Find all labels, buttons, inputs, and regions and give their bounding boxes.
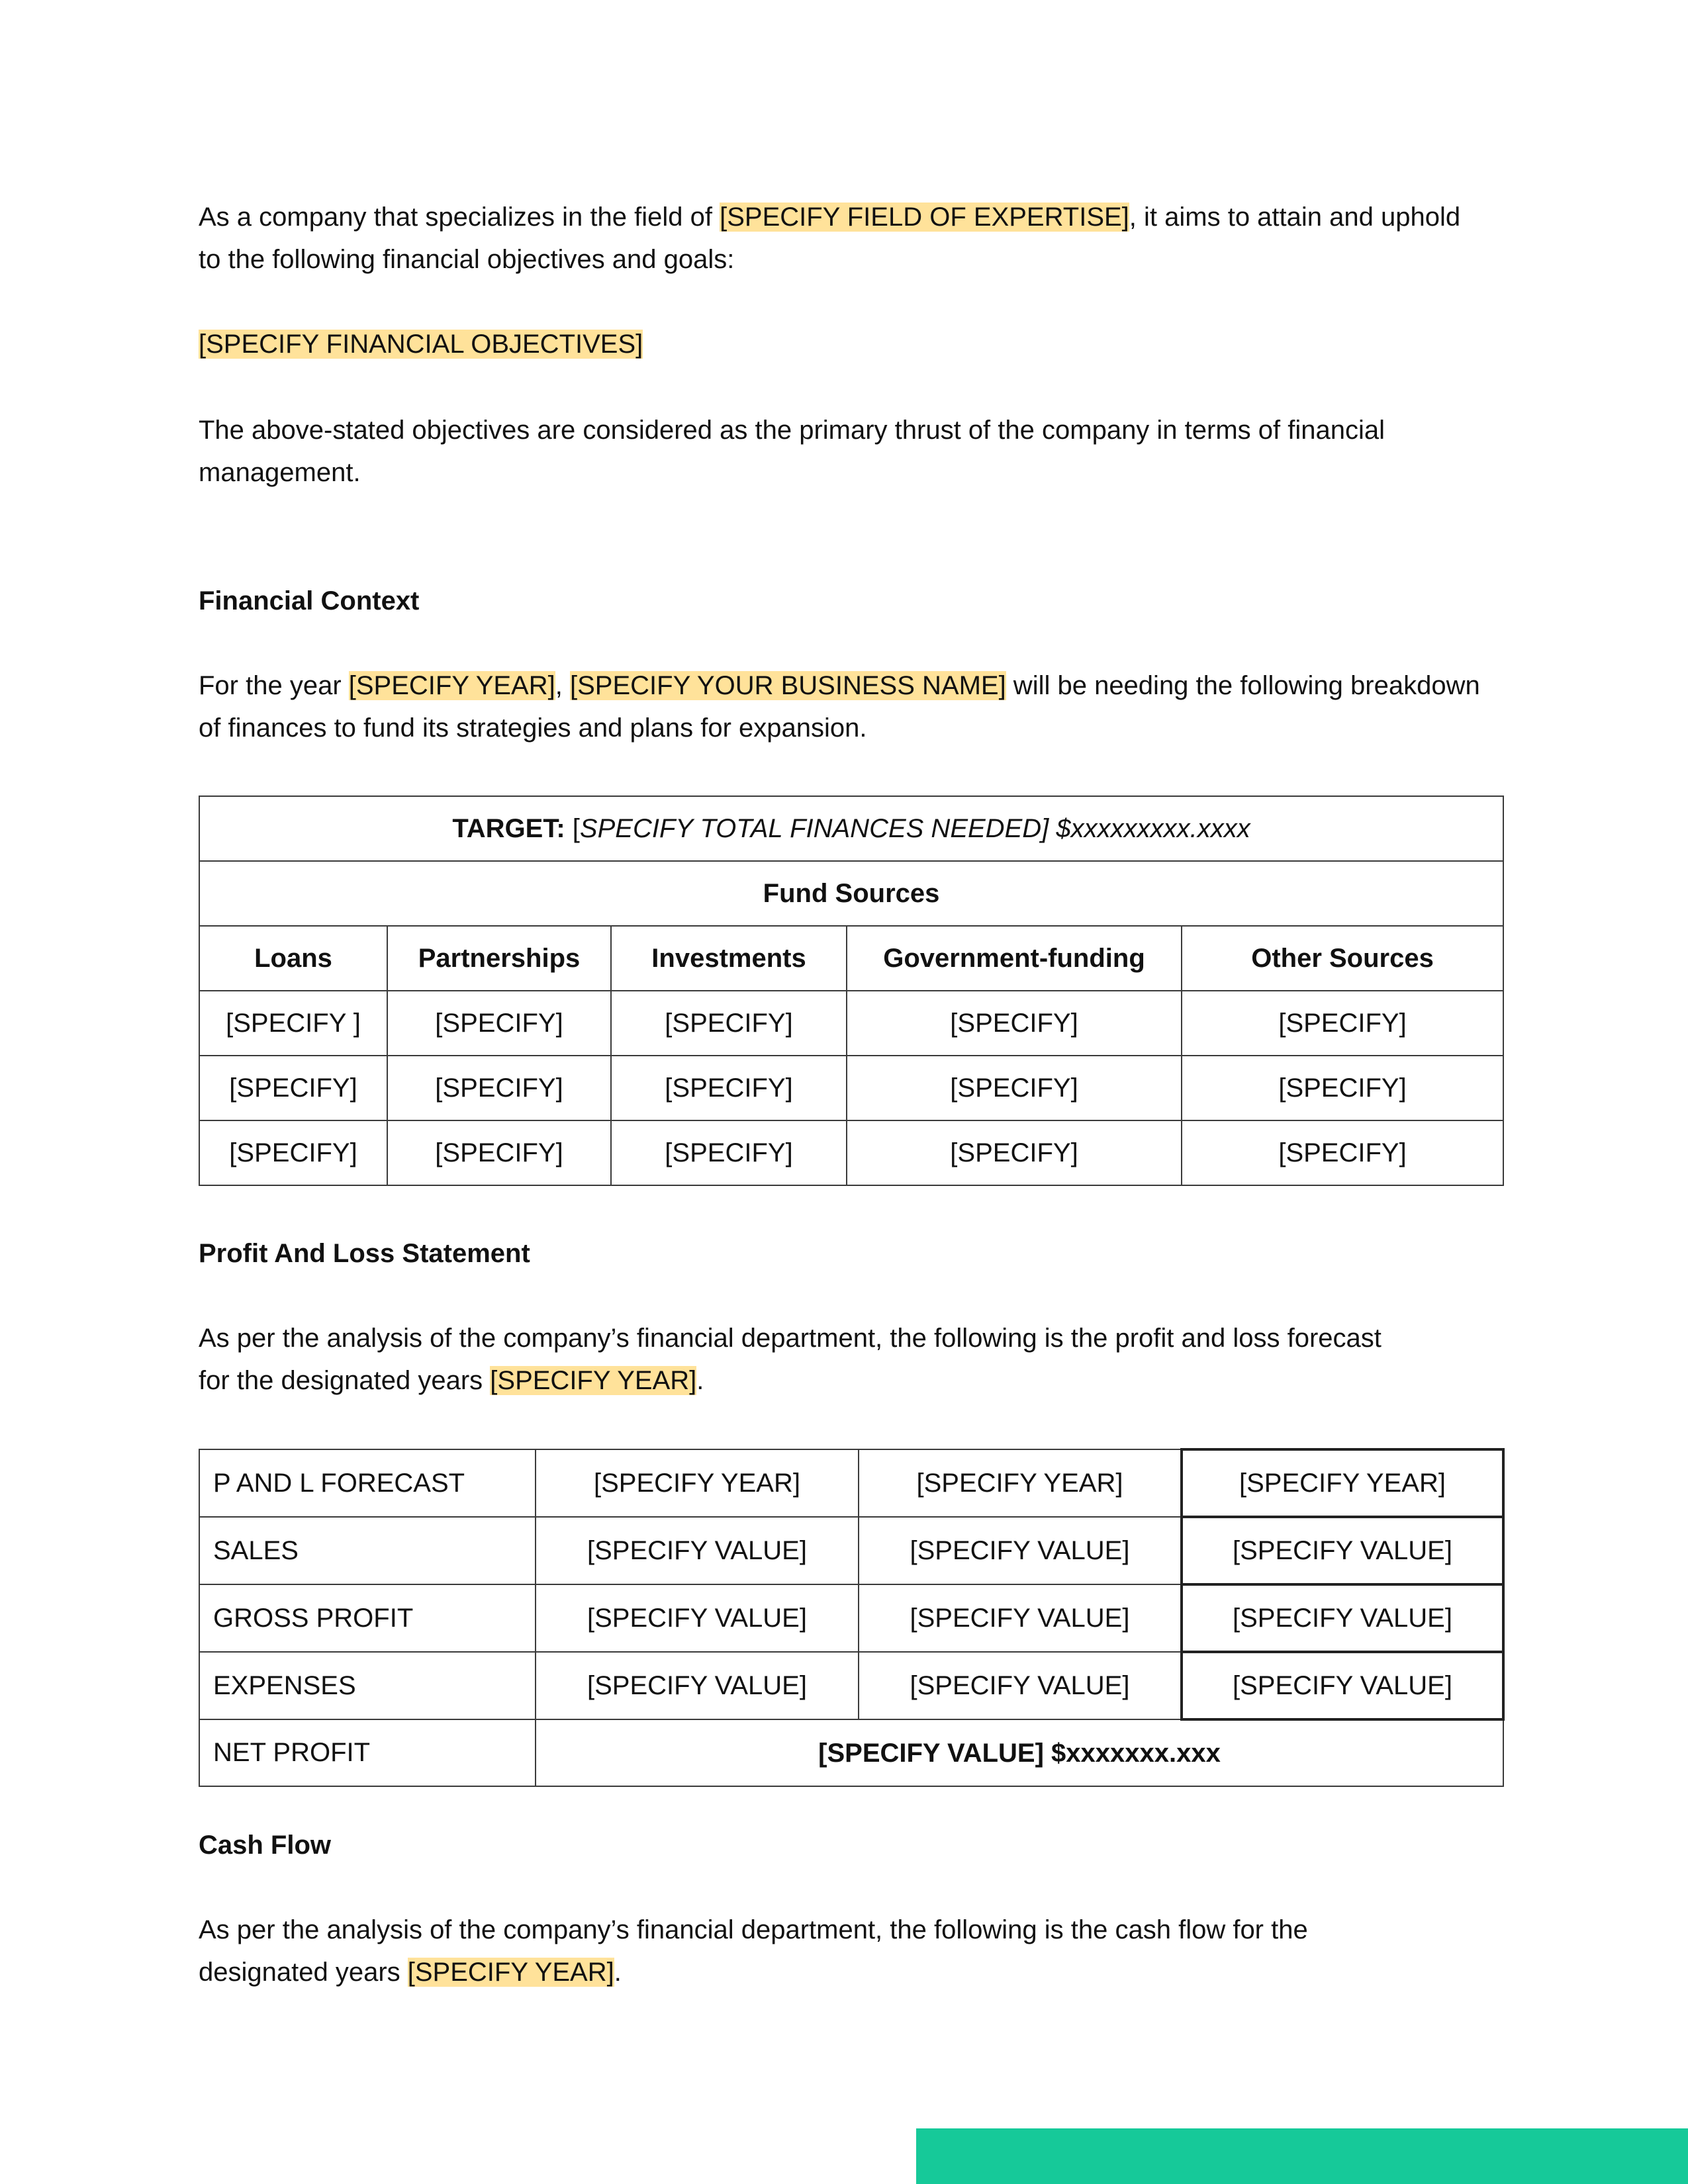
intro-line-2: to the following financial objectives and goals: [199,245,735,274]
cash-flow-paragraph [199,1909,1503,1993]
pl-header-year: [SPECIFY YEAR] [859,1449,1182,1517]
summary-line-2: management. [199,458,361,487]
table-cell: [SPECIFY] [611,991,847,1056]
footer-accent-bar [916,2128,1688,2184]
profit-loss-line-2 [199,1359,1503,1402]
financial-objectives-placeholder: [SPECIFY FINANCIAL OBJECTIVES] [199,330,643,359]
field-of-expertise-placeholder: [SPECIFY FIELD OF EXPERTISE] [720,203,1129,232]
table-cell: [SPECIFY] [847,1056,1182,1120]
table-cell: [SPECIFY] [1182,1056,1503,1120]
row-label-gross-profit: GROSS PROFIT [199,1584,536,1652]
column-header-partnerships: Partnerships [387,926,611,991]
period: . [696,1366,704,1395]
intro-paragraph [199,196,1503,281]
context-line-2: of finances to fund its strategies and plans for expansion. [199,713,867,743]
cash-flow-text: designated years [199,1958,408,1987]
net-profit-row [199,1719,1503,1786]
pl-header-row [199,1449,1503,1517]
year-placeholder: [SPECIFY YEAR] [348,671,555,700]
table-cell: [SPECIFY] [1182,1120,1503,1185]
profit-loss-line-1: As per the analysis of the company’s financial department, the following is the profit and loss forecast [199,1324,1382,1353]
target-value: SPECIFY TOTAL FINANCES NEEDED] $xxxxxxxxx.xxxx [579,813,1250,843]
profit-loss-text: for the designated years [199,1366,491,1395]
financial-context-heading: Financial Context [199,586,420,615]
column-header-other-sources: Other Sources [1182,926,1503,991]
pl-header-year: [SPECIFY YEAR] [1182,1449,1503,1517]
table-cell: [SPECIFY VALUE] [859,1652,1182,1719]
context-line-1 [199,664,1503,707]
table-cell: [SPECIFY] [1182,991,1503,1056]
context-text: For the year [199,671,349,700]
table-cell: [SPECIFY VALUE] [536,1517,859,1584]
table-cell: [SPECIFY] [387,991,611,1056]
intro-text: As a company that specializes in the field of [199,203,720,232]
table-row [199,1652,1503,1719]
target-bracket: [ [565,813,580,843]
table-cell: [SPECIFY] [199,1056,387,1120]
context-comma: , [555,671,570,700]
column-header-loans: Loans [199,926,387,991]
table-cell: [SPECIFY] [611,1056,847,1120]
table-cell: [SPECIFY] [611,1120,847,1185]
profit-loss-table [199,1448,1505,1787]
table-cell: [SPECIFY VALUE] [1182,1652,1503,1719]
table-cell: [SPECIFY] [847,1120,1182,1185]
net-profit-value: [SPECIFY VALUE] $xxxxxxx.xxx [536,1719,1503,1786]
year-placeholder: [SPECIFY YEAR] [407,1958,614,1987]
table-cell: [SPECIFY VALUE] [859,1517,1182,1584]
table-cell: [SPECIFY] [199,1120,387,1185]
table-cell: [SPECIFY] [387,1056,611,1120]
target-label: TARGET: [452,813,565,843]
context-text-after: will be needing the following breakdown [1006,671,1480,700]
pl-header-year: [SPECIFY YEAR] [536,1449,859,1517]
table-cell: [SPECIFY] [847,991,1182,1056]
table-cell: [SPECIFY ] [199,991,387,1056]
table-row [199,991,1503,1056]
table-row [199,1517,1503,1584]
fund-header-row [199,926,1503,991]
summary-line-1: The above-stated objectives are considered as the primary thrust of the company in terms of financial [199,416,1385,445]
year-placeholder: [SPECIFY YEAR] [490,1366,697,1395]
fund-sources-table [199,796,1504,1186]
row-label-net-profit: NET PROFIT [199,1719,536,1786]
profit-loss-heading: Profit And Loss Statement [199,1239,530,1268]
table-row [199,1584,1503,1652]
row-label-sales: SALES [199,1517,536,1584]
table-cell: [SPECIFY VALUE] [859,1584,1182,1652]
table-row [199,1056,1503,1120]
intro-text-after: , it aims to attain and uphold [1129,203,1461,232]
fund-sources-row [199,861,1503,926]
cash-flow-line-2 [199,1951,1503,1993]
table-cell: [SPECIFY] [387,1120,611,1185]
target-cell [199,796,1503,861]
table-row [199,1120,1503,1185]
period: . [614,1958,622,1987]
fund-sources-title: Fund Sources [199,861,1503,926]
objectives-paragraph [199,323,1503,365]
table-cell: [SPECIFY VALUE] [1182,1517,1503,1584]
column-header-government-funding: Government-funding [847,926,1182,991]
table-cell: [SPECIFY VALUE] [536,1652,859,1719]
intro-line-1 [199,196,1503,238]
cash-flow-heading: Cash Flow [199,1831,332,1860]
business-name-placeholder: [SPECIFY YOUR BUSINESS NAME] [569,671,1006,700]
pl-header-label: P AND L FORECAST [199,1449,536,1517]
objectives-summary-paragraph [199,409,1503,494]
profit-loss-paragraph [199,1317,1503,1402]
table-cell: [SPECIFY VALUE] [536,1584,859,1652]
column-header-investments: Investments [611,926,847,991]
target-row [199,796,1503,861]
cash-flow-line-1: As per the analysis of the company’s financial department, the following is the cash flow for the [199,1915,1308,1944]
row-label-expenses: EXPENSES [199,1652,536,1719]
financial-context-paragraph [199,664,1503,749]
table-cell: [SPECIFY VALUE] [1182,1584,1503,1652]
